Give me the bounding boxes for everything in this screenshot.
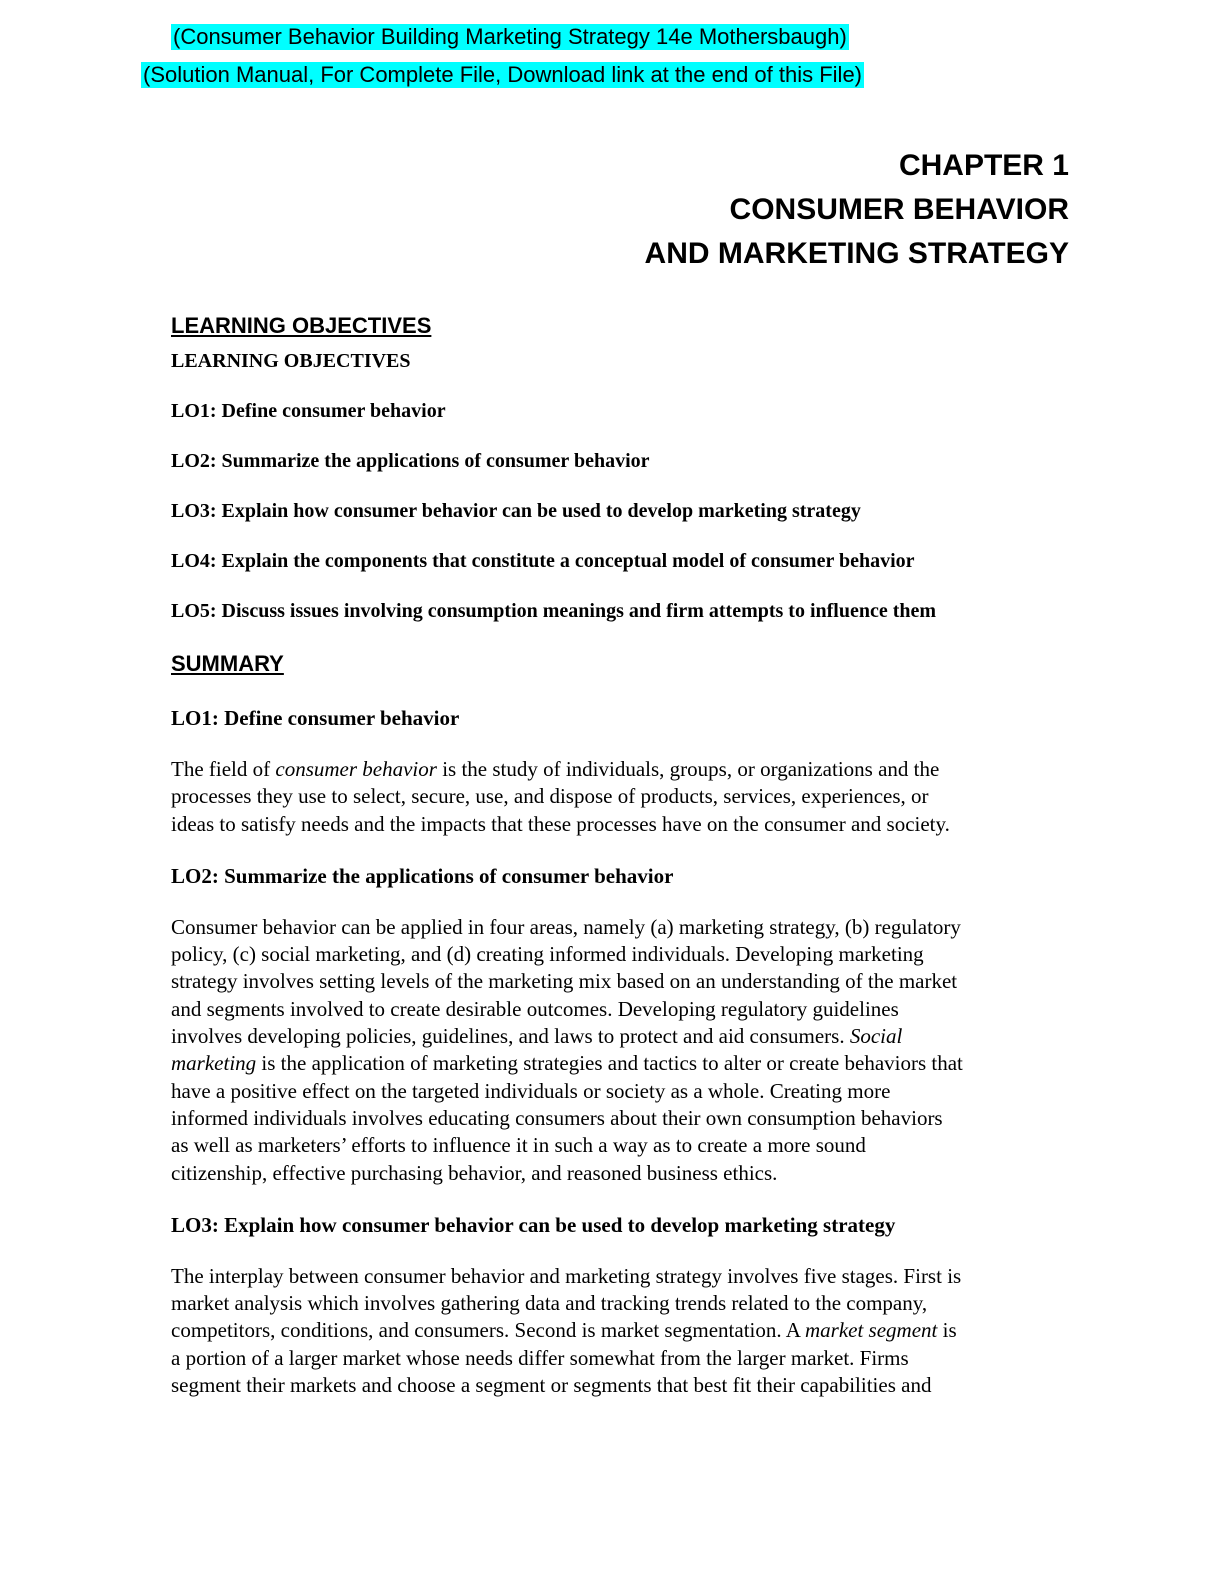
lo-item-4: LO4: Explain the components that constitute a conceptual model of consumer behavior xyxy=(171,550,915,572)
lo-item-5: LO5: Discuss issues involving consumption meanings and firm attempts to influence them xyxy=(171,600,937,622)
learning-objectives-list xyxy=(171,398,1071,624)
summary-lo1-heading: LO1: Define consumer behavior xyxy=(171,706,460,730)
lo-item-1: LO1: Define consumer behavior xyxy=(171,400,446,422)
chapter-title-line-1: CONSUMER BEHAVIOR xyxy=(729,193,1069,226)
document-body xyxy=(171,312,1071,1399)
summary-heading: SUMMARY xyxy=(171,651,284,676)
learning-objectives-heading: LEARNING OBJECTIVES xyxy=(171,313,432,338)
summary-lo2-heading: LO2: Summarize the applications of consumer behavior xyxy=(171,863,674,888)
lo-item-2: LO2: Summarize the applications of consumer behavior xyxy=(171,450,650,472)
banner-line-1: (Consumer Behavior Building Marketing Strategy 14e Mothersbaugh) xyxy=(173,24,847,49)
banner-line-2: (Solution Manual, For Complete File, Download link at the end of this File) xyxy=(143,62,863,87)
chapter-title-line-2: AND MARKETING STRATEGY xyxy=(644,237,1069,270)
learning-objectives-subheading: LEARNING OBJECTIVES xyxy=(171,350,411,372)
chapter-number: CHAPTER 1 xyxy=(898,149,1069,182)
summary-lo3-heading: LO3: Explain how consumer behavior can be used to develop marketing strategy xyxy=(171,1212,896,1237)
summary-lo2-paragraph: Consumer behavior can be applied in four areas, namely (a) marketing strategy, (b) regulatory policy, (c) social marketing, and (d) creating informed individuals. Developing marketing strategy involves setting levels of the marketing mix based on an understanding of the market and segments involved to create desirable outcomes. Developing regulatory guidelines involves developing policies, guidelines, and laws to protect and aid consumers. Social marketing is the application of marketing strategies and tactics to alter or create behaviors that have a positive effect on the targeted individuals or society as a whole. Creating more informed individuals involves educating consumers about their own consumption behaviors as well as marketers’ efforts to influence it in such a way as to create a more sound citizenship, effective purchasing behavior, and reasoned business ethics. xyxy=(171,914,963,1185)
summary-lo3-paragraph: The interplay between consumer behavior and marketing strategy involves five stages. First is market analysis which involves gathering data and tracking trends related to the company, competitors, conditions, and consumers. Second is market segmentation. A market segment is a portion of a larger market whose needs differ somewhat from the larger market. Firms segment their markets and choose a segment or segments that best fit their capabilities and xyxy=(171,1263,962,1398)
lo-item-3: LO3: Explain how consumer behavior can be used to develop marketing strategy xyxy=(171,500,861,522)
summary-lo1-paragraph: The field of consumer behavior is the study of individuals, groups, or organizations and the processes they use to select, secure, use, and dispose of products, services, experiences, or ideas to satisfy needs and the impacts that these processes have on the consumer and society. xyxy=(171,757,950,836)
chapter-title xyxy=(645,144,1069,276)
